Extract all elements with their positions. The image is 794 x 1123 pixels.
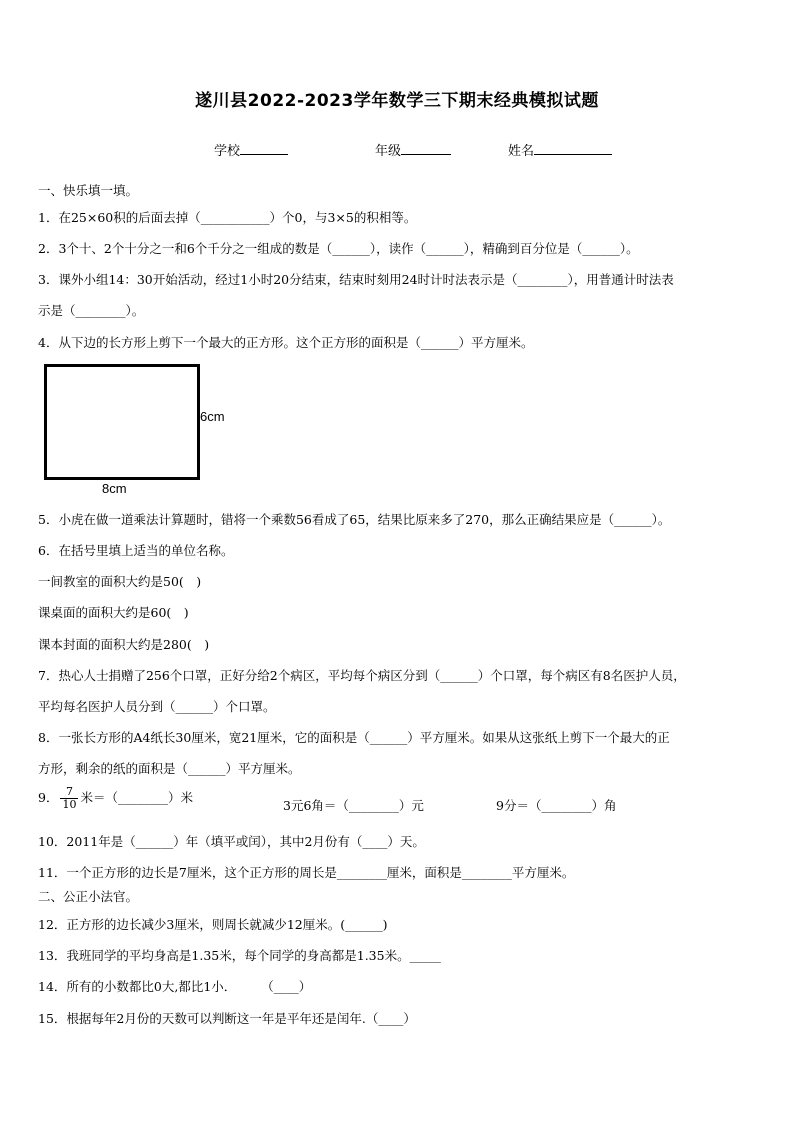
question-14: 14．所有的小数都比0大,都比1小． （____） <box>38 979 312 994</box>
school-field <box>214 140 288 159</box>
question-8-line-2: 方形，剩余的纸的面积是（______）平方厘米。 <box>38 761 301 776</box>
fraction <box>60 786 78 811</box>
rectangle-width-label: 8cm <box>102 481 127 496</box>
section-2-heading: 二、公正小法官。 <box>38 889 139 904</box>
question-7-line-2: 平均每名医护人员分到（______）个口罩。 <box>38 699 276 714</box>
question-11: 11．一个正方形的边长是7厘米，这个正方形的周长是________厘米，面积是________平方厘米。 <box>38 865 575 880</box>
question-7-line-1: 7．热心人士捐赠了256个口罩，正好分给2个病区，平均每个病区分到（______）个口罩，每个病区有8名医护人员， <box>38 668 686 683</box>
school-label: 学校 <box>214 144 241 159</box>
question-12: 12．正方形的边长减少3厘米，则周长就减少12厘米。(______) <box>38 917 388 932</box>
name-label: 姓名 <box>508 144 535 159</box>
question-4: 4．从下边的长方形上剪下一个最大的正方形。这个正方形的面积是（______）平方厘米。 <box>38 335 534 350</box>
question-13: 13．我班同学的平均身高是1.35米，每个同学的身高都是1.35米。_____ <box>38 948 441 963</box>
question-15: 15．根据每年2月份的天数可以判断这一年是平年还是闰年.（____） <box>38 1011 416 1026</box>
name-blank[interactable] <box>534 142 612 155</box>
question-8-line-1: 8．一张长方形的A4纸长30厘米，宽21厘米，它的面积是（______）平方厘米。如果从这张纸上剪下一个最大的正 <box>38 730 670 745</box>
question-6a: 一间教室的面积大约是50( ) <box>38 574 202 589</box>
question-2: 2．3个十、2个十分之一和6个千分之一组成的数是（______），读作（______），精确到百分位是（______）。 <box>38 241 639 256</box>
question-3-line-1: 3．课外小组14：30开始活动，经过1小时20分结束，结束时刻用24时计时法表示是（________），用普通计时法表 <box>38 272 674 287</box>
name-field <box>508 140 612 159</box>
question-9-part-3: 9分＝（________）角 <box>496 798 617 813</box>
fraction-numerator: 7 <box>60 786 78 799</box>
grade-field <box>375 140 451 159</box>
question-6c: 课本封面的面积大约是280( ) <box>38 637 210 652</box>
question-10: 10．2011年是（______）年（填平或闰），其中2月份有（____）天。 <box>38 834 425 849</box>
question-6: 6．在括号里填上适当的单位名称。 <box>38 543 234 558</box>
question-6b: 课桌面的面积大约是60( ) <box>38 605 189 620</box>
school-blank[interactable] <box>240 142 288 155</box>
page-title: 遂川县2022-2023学年数学三下期末经典模拟试题 <box>195 91 599 111</box>
question-9-part-2: 3元6角＝（________）元 <box>283 798 424 813</box>
section-1-heading: 一、快乐填一填。 <box>38 183 139 198</box>
question-9 <box>38 786 193 811</box>
rectangle-figure <box>44 364 200 480</box>
question-9-part-1: 米＝（________）米 <box>80 790 193 805</box>
fraction-denominator: 10 <box>62 798 77 811</box>
question-5: 5．小虎在做一道乘法计算题时，错将一个乘数56看成了65，结果比原来多了270，那么正确结果应是（______）。 <box>38 512 671 527</box>
grade-label: 年级 <box>375 144 402 159</box>
question-1: 1．在25×60积的后面去掉（___________）个0，与3×5的积相等。 <box>38 210 417 225</box>
question-9-number: 9． <box>38 790 59 805</box>
question-3-line-2: 示是（________）。 <box>38 303 145 318</box>
rectangle-height-label: 6cm <box>200 409 225 424</box>
grade-blank[interactable] <box>401 142 451 155</box>
